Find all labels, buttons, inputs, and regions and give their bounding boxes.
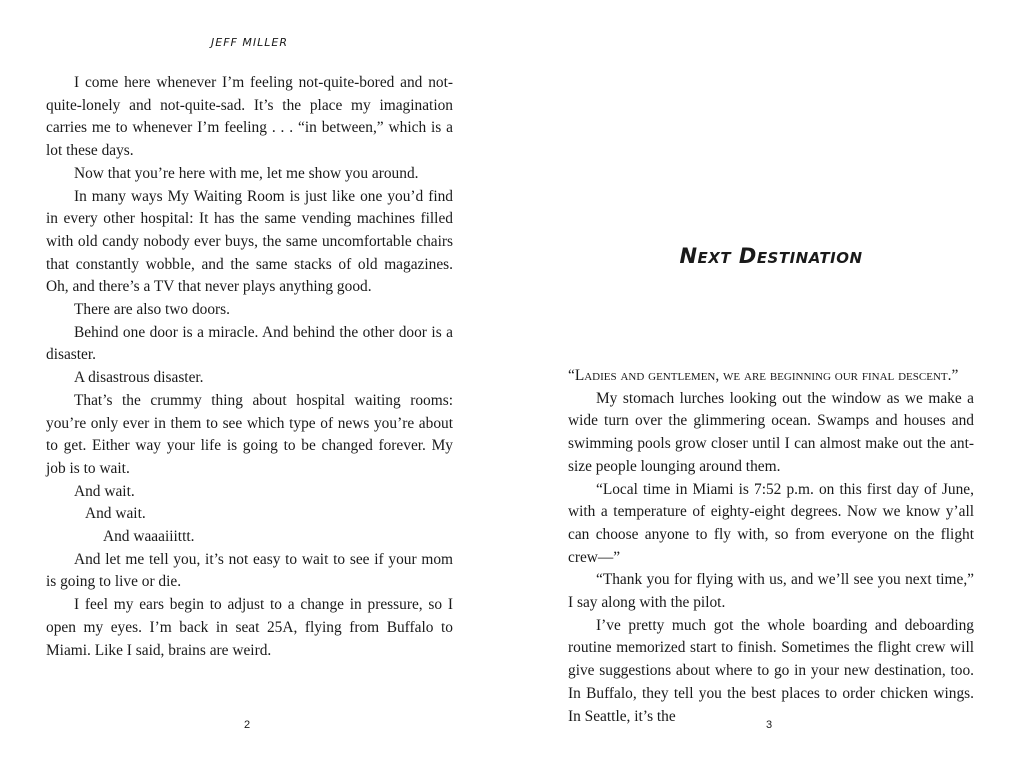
running-head: JEFF MILLER bbox=[211, 36, 288, 49]
page-number: 3 bbox=[766, 719, 773, 731]
paragraph: And let me tell you, it’s not easy to wait to see if your mom is going to live or die. bbox=[46, 550, 453, 591]
paragraph: That’s the crummy thing about hospital waiting rooms: you’re only ever in them to see which type of news you’re about to get. Either way your life is going to be changed forever. My job is to wait. bbox=[46, 391, 453, 477]
right-page-body bbox=[568, 365, 974, 728]
paragraph: “Ladies and gentlemen, we are beginning our final descent.” bbox=[568, 367, 959, 384]
right-page bbox=[510, 0, 1020, 765]
page-number: 2 bbox=[244, 719, 251, 731]
paragraph: I feel my ears begin to adjust to a change in pressure, so I open my eyes. I’m back in seat 25A, flying from Buffalo to Miami. Like I said, brains are weird. bbox=[46, 596, 453, 659]
chapter-title: Next Destination bbox=[679, 244, 863, 268]
paragraph: And wait. bbox=[85, 505, 146, 523]
left-page-body bbox=[46, 72, 453, 662]
paragraph: Behind one door is a miracle. And behind the other door is a disaster. bbox=[46, 323, 453, 364]
paragraph: I’ve pretty much got the whole boarding and deboarding routine memorized start to finish. Sometimes the flight crew will give suggestions about where to go in your new destination, too. In Buffalo, they tell you the best places to order chicken wings. In Seattle, it’s the bbox=[568, 616, 974, 725]
paragraph: In many ways My Waiting Room is just like one you’d find in every other hospital: It has the same vending machines filled with old candy nobody ever buys, the same uncomfortable chairs that constantly wobble, and the same stacks of old magazines. Oh, and there’s a TV that never plays anything good. bbox=[46, 187, 453, 296]
paragraph: There are also two doors. bbox=[74, 301, 230, 319]
paragraph: A disastrous disaster. bbox=[74, 369, 204, 387]
paragraph: “Local time in Miami is 7:52 p.m. on this first day of June, with a temperature of eighty-eight degrees. Now we know y’all can choose anyone to fly with, so from everyone on the flight crew—” bbox=[568, 480, 974, 566]
paragraph: And waaaiiittt. bbox=[103, 528, 195, 546]
paragraph: I come here whenever I’m feeling not-quite-bored and not-quite-lonely and not-quite-sad. It’s the place my imagination carries me to whenever I’m feeling . . . “in between,” which is a lot these days. bbox=[46, 74, 453, 160]
paragraph: And wait. bbox=[74, 482, 135, 500]
paragraph: “Thank you for flying with us, and we’ll see you next time,” I say along with the pilot. bbox=[568, 571, 974, 612]
paragraph: Now that you’re here with me, let me show you around. bbox=[74, 164, 419, 182]
paragraph: My stomach lurches looking out the window as we make a wide turn over the glimmering ocean. Swamps and houses and swimming pools grow closer until I can almost make out the ant-size people lounging around them. bbox=[568, 389, 974, 475]
